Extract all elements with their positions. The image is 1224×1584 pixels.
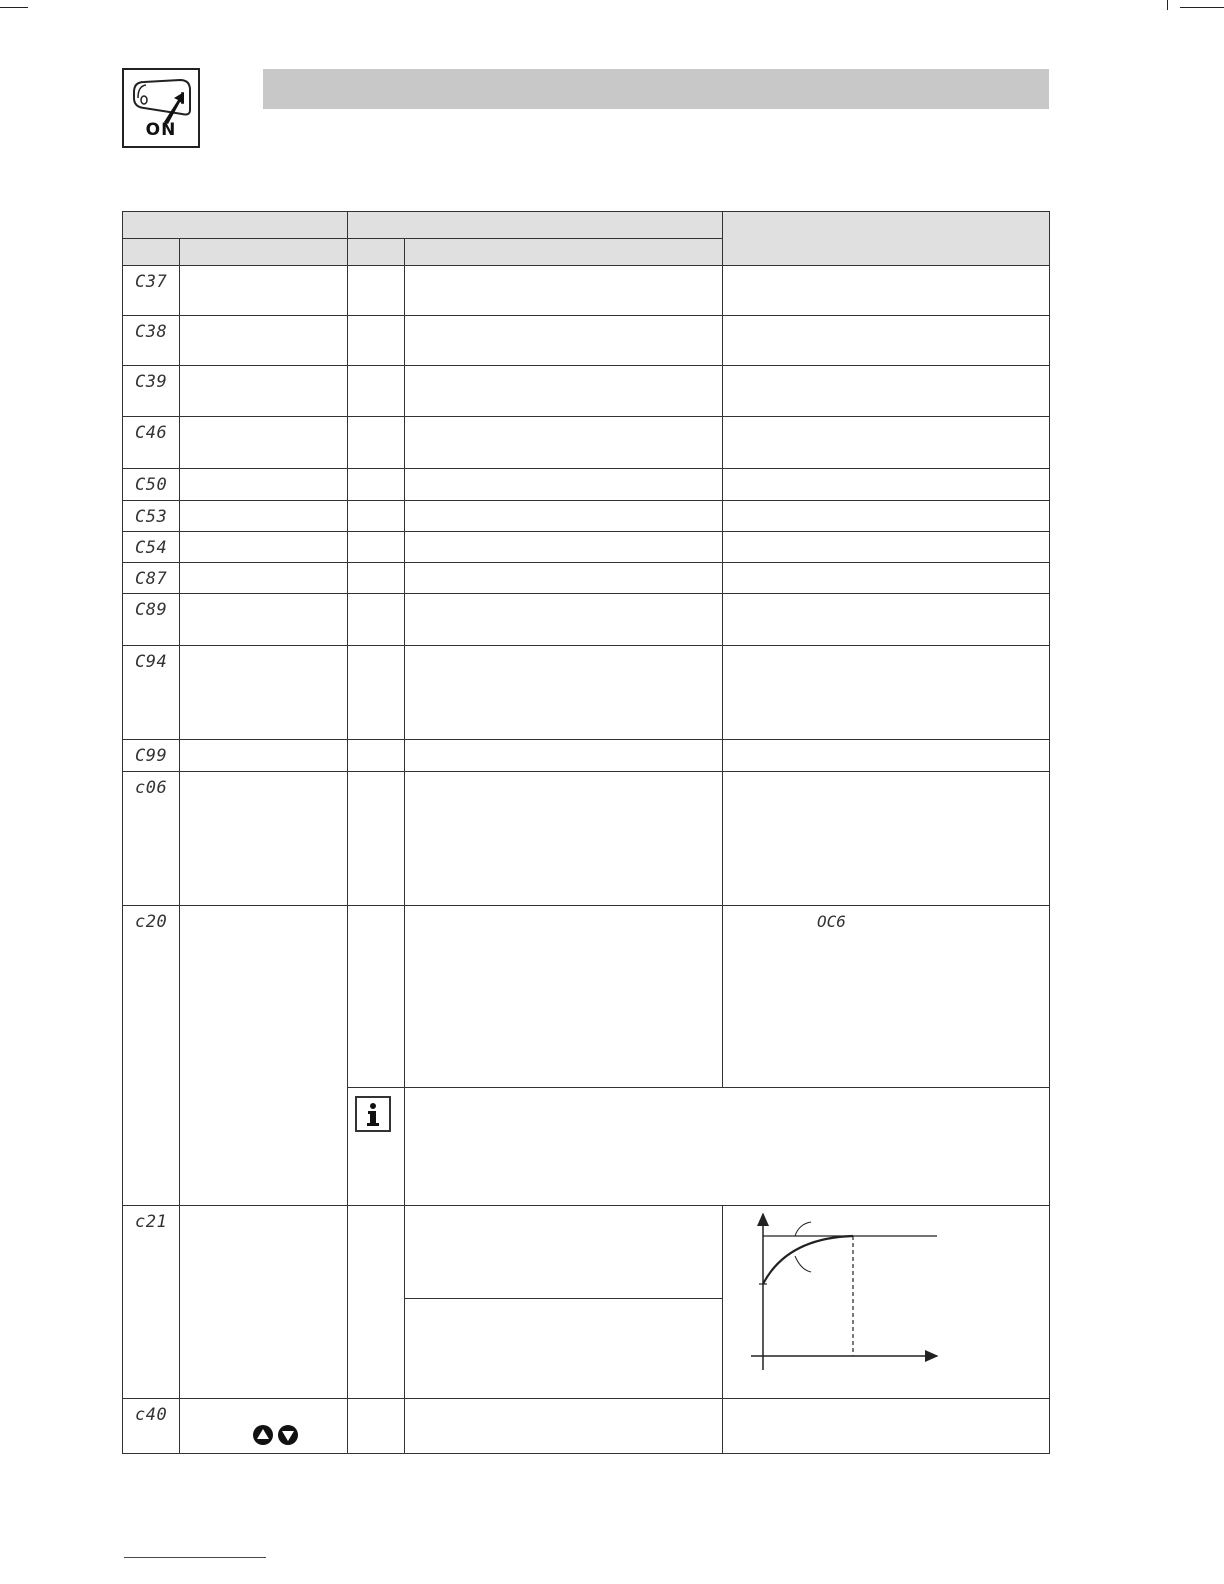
table-row [123,417,1050,469]
table-cell [405,417,723,469]
table-cell [723,772,1050,906]
table-cell [180,501,348,532]
table-cell [348,646,405,740]
note-icon-cell [348,1088,405,1206]
note-text-cell [405,1088,1050,1206]
table-cell [348,469,405,501]
table-header-group-2 [348,212,723,239]
table-cell [405,469,723,501]
table-cell [723,563,1050,594]
table-cell [723,316,1050,366]
table-cell [723,417,1050,469]
table-cell [348,906,405,1088]
table-cell [405,906,723,1088]
table-header-group-3 [723,212,1050,266]
table-cell [723,366,1050,417]
table-cell [180,266,348,316]
error-code: OC6 [817,912,846,931]
crop-mark [1167,0,1168,10]
table-cell [723,740,1050,772]
crop-mark [1180,7,1224,8]
table-cell [348,1206,405,1399]
table-row [123,740,1050,772]
up-arrow-icon [253,1425,273,1445]
table-header-cell [123,239,180,266]
table-header-cell [348,239,405,266]
table-cell [180,366,348,417]
parameter-code: C39 [123,366,180,417]
table-cell [405,501,723,532]
parameter-code: C94 [123,646,180,740]
parameter-code: C89 [123,594,180,646]
table-cell [180,740,348,772]
table-cell [723,532,1050,563]
down-arrow-icon [278,1425,298,1445]
table-row [123,646,1050,740]
parameter-code: C37 [123,266,180,316]
table-cell [723,1399,1050,1454]
table-cell [348,532,405,563]
table-row [123,772,1050,906]
table-cell [405,772,723,906]
table-row [123,594,1050,646]
table-cell [348,740,405,772]
parameter-code: C38 [123,316,180,366]
table-cell [405,1399,723,1454]
table-cell [405,266,723,316]
table-row [123,532,1050,563]
table-cell [348,563,405,594]
parameter-code: C54 [123,532,180,563]
table-header-group-1 [123,212,348,239]
table-cell [405,563,723,594]
parameter-code: c21 [123,1206,180,1399]
section-title-bar [263,69,1049,109]
table-cell [348,417,405,469]
table-cell [180,532,348,563]
table-row [123,1399,1050,1454]
table-cell [723,906,1050,1088]
parameter-code: C46 [123,417,180,469]
table-cell [180,316,348,366]
info-icon [355,1096,391,1132]
footer-rule [124,1557,266,1558]
table-cell [348,366,405,417]
table-cell [348,772,405,906]
parameter-code: C53 [123,501,180,532]
table-row [123,1206,1050,1299]
table-cell [405,316,723,366]
table-cell [405,366,723,417]
table-row [123,906,1050,1088]
table-cell [348,501,405,532]
table-cell [180,594,348,646]
table-cell [348,1399,405,1454]
table-row [123,316,1050,366]
table-row [123,266,1050,316]
power-switch-on-icon [122,68,200,148]
table-cell [180,906,348,1206]
table-cell [348,266,405,316]
parameter-table [122,211,1050,1454]
table-cell [405,532,723,563]
parameter-code: C50 [123,469,180,501]
table-header-cell [405,239,723,266]
table-header-cell [180,239,348,266]
table-cell [723,266,1050,316]
table-cell [405,740,723,772]
table-cell [180,417,348,469]
parameter-code: C87 [123,563,180,594]
arrow-keys [252,1423,300,1447]
table-cell [180,469,348,501]
power-label: ON [145,120,177,140]
table-cell [348,316,405,366]
parameter-code: c20 [123,906,180,1206]
curve-graph-icon [747,1208,977,1378]
table-cell [180,1206,348,1399]
table-cell [723,501,1050,532]
table-cell [180,646,348,740]
graph-cell [723,1206,1050,1399]
table-cell [348,594,405,646]
table-row [123,563,1050,594]
table-cell [723,646,1050,740]
table-cell [405,594,723,646]
parameter-code: c40 [123,1399,180,1454]
parameter-code: C99 [123,740,180,772]
table-cell [405,1299,723,1399]
crop-mark [0,7,28,8]
table-row [123,366,1050,417]
table-cell [405,646,723,740]
table-row [123,469,1050,501]
parameter-code: c06 [123,772,180,906]
table-cell [723,469,1050,501]
table-row [123,501,1050,532]
table-cell [180,1399,348,1454]
table-cell [723,594,1050,646]
table-cell [180,772,348,906]
table-cell [405,1206,723,1299]
table-cell [180,563,348,594]
